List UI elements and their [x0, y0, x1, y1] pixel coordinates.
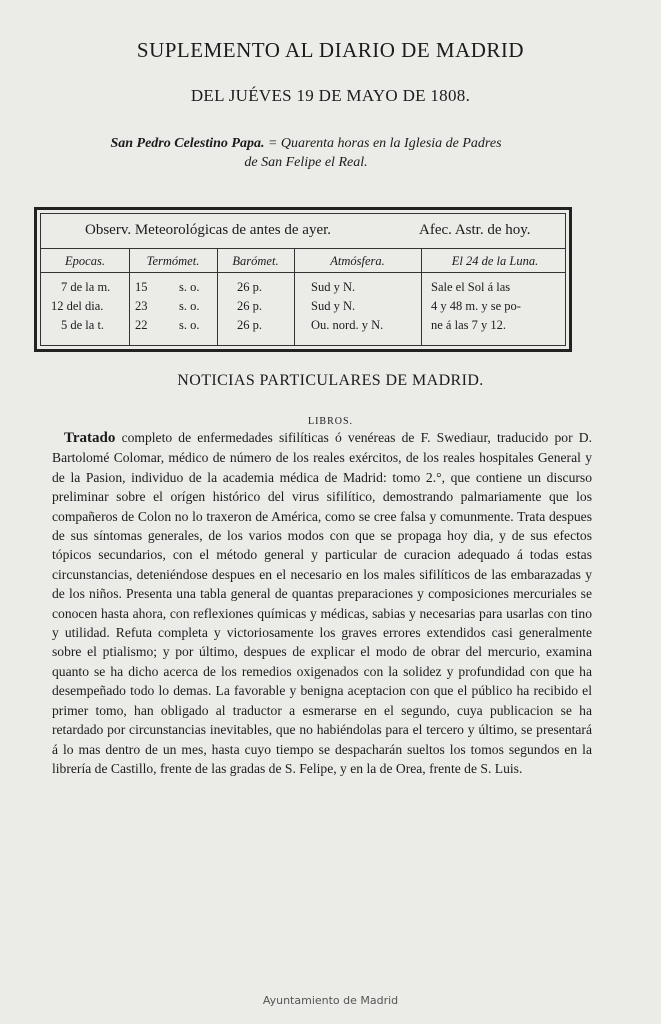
astro-title: Afec. Astr. de hoy. — [419, 222, 531, 238]
row3-term-unit: s. o. — [179, 318, 200, 332]
masthead-title: SUPLEMENTO AL DIARIO DE MADRID — [136, 38, 525, 62]
header-atmosfera: Atmósfera. — [330, 254, 385, 268]
row2-baro: 26 p. — [237, 299, 262, 313]
weather-rule-top — [41, 248, 565, 249]
row3-epoca: 5 de la t. — [61, 318, 105, 332]
row2-term-unit: s. o. — [179, 299, 200, 313]
astro-line-1: Sale el Sol á las — [431, 280, 511, 294]
row1-term-unit: s. o. — [179, 280, 200, 294]
weather-table-inner — [40, 213, 566, 346]
saint-note-line1: = Quarenta horas en la Iglesia de Padres — [267, 136, 502, 151]
astro-line-2: 4 y 48 m. y se po- — [431, 299, 521, 313]
section-title: NOTICIAS PARTICULARES DE MADRID. — [177, 372, 484, 389]
row1-term: 15 — [135, 280, 148, 294]
header-termometro: Termómet. — [146, 254, 200, 268]
subsection-title: LIBROS. — [307, 416, 354, 427]
row3-atm: Ou. nord. y N. — [311, 318, 384, 332]
article-paragraph — [52, 428, 592, 778]
header-luna: El 24 de la Luna. — [451, 254, 539, 268]
row3-term: 22 — [135, 318, 148, 332]
row1-atm: Sud y N. — [311, 280, 356, 294]
row1-epoca: 7 de la m. — [61, 280, 111, 294]
article-body — [52, 428, 592, 778]
row2-term: 23 — [135, 299, 148, 313]
weather-title: Observ. Meteorológicas de antes de ayer. — [85, 222, 332, 238]
footer-credit: Ayuntamiento de Madrid — [262, 994, 399, 1007]
weather-table — [34, 207, 572, 352]
weather-rule-header — [41, 272, 565, 273]
dateline: DEL JUÉVES 19 DE MAYO DE 1808. — [190, 86, 471, 105]
article-lead: Tratado — [64, 430, 116, 446]
row2-epoca: 12 del dia. — [51, 299, 104, 313]
saint-note-line2: de San Felipe el Real. — [244, 155, 368, 170]
article-text: completo de enfermedades sifilíticas ó venéreas de F. Swediaur, traducido por D. Bartolomé Colomar, médico de número de los reales exércitos, de los reales hospitales General y de la Pasion, individuo de la academia médica de Madrid: tomo 2.°, que contiene un discurso preliminar sobre el orígen histórico del virus sifilítico, demostrando palmariamente que los compañeros de Colon no lo traxeron de América, como se cree falsa y comunmente. Trata despues de sus síntomas generales, de los varios modos con que se propaga hoy dia, y de sus efectos tópicos secundarios, con el método general y particular de curacion adequado á todas estas circunstancias, deteniéndose despues en el necesario en los males sifilíticos de las embarazadas y de los niños. Presenta una tabla general de quantas preparaciones y composiciones mercuriales se conocen hasta ahora, con reflexiones químicas y médicas, sabias y necesarias para usarlas con tino y utilidad. Refuta completa y victoriosamente los graves errores extendidos casi generalmente sobre el ptialismo; y por último, despues de explicar el modo de obrar del mercurio, examina quanto se ha dicho acerca de los remedios oxigenados con la solidez y profundidad con que ha desempeñado todo lo demas. La favorable y benigna aceptacion con que el público ha recibido el primer tomo, han obligado al traductor a esmerarse en el segundo, cuya publicacion se ha retardado por circunstancias inevitables, que no habiéndolas para el tercero y último, se presentará á lo mas dentro de un mes, hasta cuyo tiempo se despacharán sueltos los tomos segundos en la librería de Castillo, frente de las gradas de S. Felipe, y en la de Orea, frente de S. Luis. — [52, 430, 592, 776]
astro-line-3: ne á las 7 y 12. — [431, 318, 506, 332]
header-epocas: Epocas. — [65, 254, 105, 268]
header-barometro: Barómet. — [232, 254, 279, 268]
saint-name: San Pedro Celestino Papa. — [110, 136, 265, 151]
saint-of-day — [46, 134, 566, 172]
row3-baro: 26 p. — [237, 318, 262, 332]
row1-baro: 26 p. — [237, 280, 262, 294]
row2-atm: Sud y N. — [311, 299, 356, 313]
